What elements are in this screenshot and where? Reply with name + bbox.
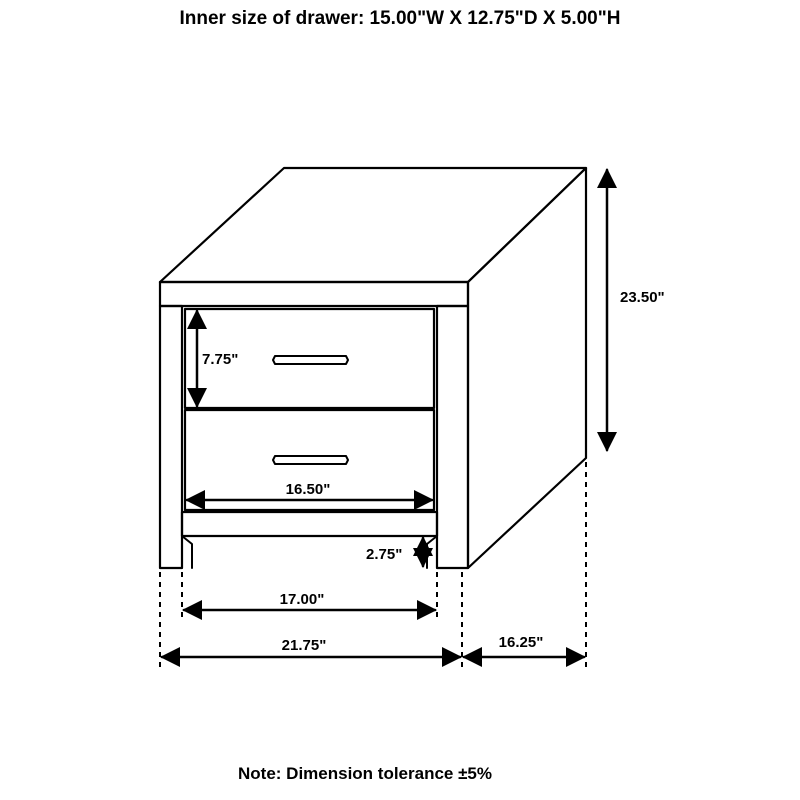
drawer-width-label: 16.50"	[285, 481, 331, 498]
cabinet-outline	[160, 168, 586, 568]
height-label: 23.50"	[620, 289, 665, 306]
drawer-inner-size-title: Inner size of drawer: 15.00"W X 12.75"D X 5.00"H	[179, 8, 621, 29]
depth-label: 16.25"	[498, 634, 544, 651]
overall-width-label: 21.75"	[281, 637, 327, 654]
leg-height-label: 2.75"	[366, 546, 403, 563]
inner-leg-width-label: 17.00"	[279, 591, 325, 608]
drawer-height-label: 7.75"	[202, 351, 239, 368]
tolerance-note: Note: Dimension tolerance ±5%	[238, 764, 492, 783]
